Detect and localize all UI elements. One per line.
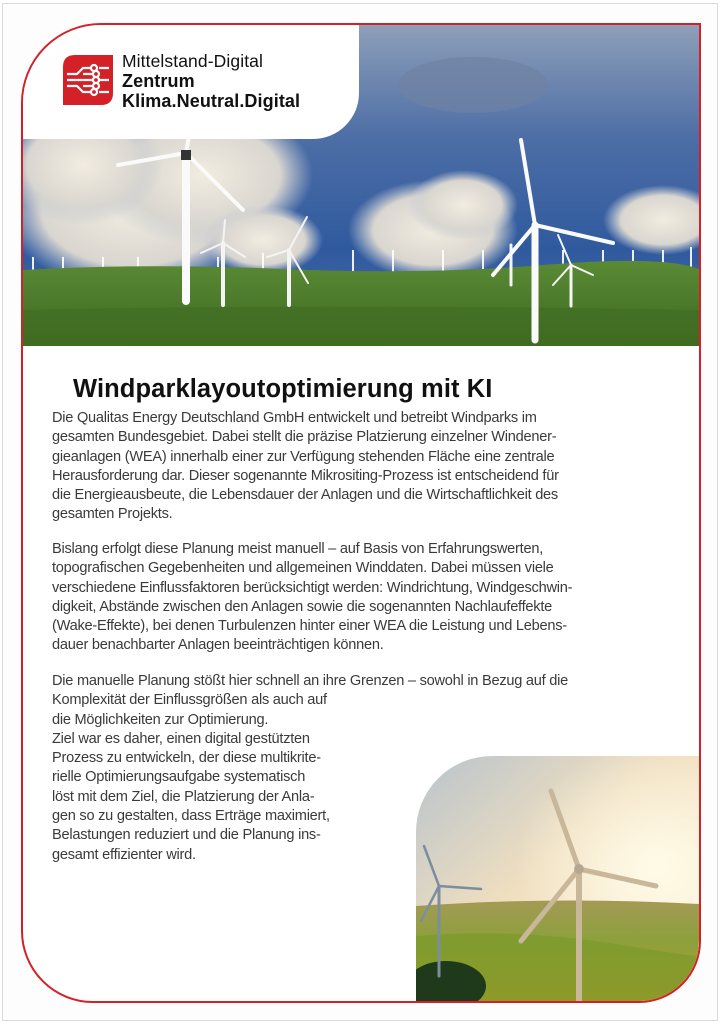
text-line: löst mit dem Ziel, die Platzierung der Anla- xyxy=(52,788,315,805)
logo-area xyxy=(23,25,359,139)
logo-line-3: Klima.Neutral.Digital xyxy=(122,91,301,111)
hero-image xyxy=(23,25,699,346)
text-line: gesamten Bundesgebiet. Dabei stellt die präzise Platzierung einzelner Windener- xyxy=(52,429,557,446)
text-line: digkeit, Abstände zwischen den Anlagen sowie die sogenannten Nachlaufeffekte xyxy=(52,598,552,615)
text-line: Ziel war es daher, einen digital gestützten xyxy=(52,730,310,747)
circuit-board-icon xyxy=(63,55,113,105)
text-line: gesamt effizienter wird. xyxy=(52,846,196,863)
text-line: rielle Optimierungsaufgabe systematisch xyxy=(52,769,306,786)
text-line: Herausforderung dar. Dieser sogenannte Mikrositing-Prozess ist entscheidend für xyxy=(52,467,559,484)
logo-wordmark xyxy=(122,51,300,111)
text-line: Die manuelle Planung stößt hier schnell an ihre Grenzen – sowohl in Bezug auf die xyxy=(52,673,568,689)
text-line: (Wake-Effekte), bei denen Turbulenzen hinter einer WEA die Leistung und Lebens- xyxy=(52,618,567,635)
text-line: Belastungen reduziert und die Planung ins- xyxy=(52,827,321,844)
text-line: die Möglichkeiten zur Optimierung. xyxy=(52,711,269,728)
logo-line-1: Mittelstand-Digital xyxy=(122,51,263,71)
text-line: gen so zu gestalten, dass Erträge maximiert, xyxy=(52,808,330,825)
paragraph-3 xyxy=(52,672,642,865)
text-line: Prozess zu entwickeln, der diese multikrite- xyxy=(52,750,321,767)
text-line: Bislang erfolgt diese Planung meist manuell – auf Basis von Erfahrungswerten, xyxy=(52,541,544,557)
paragraph-1 xyxy=(52,409,642,525)
text-line: topografischen Gegebenheiten und allgemeinen Winddaten. Dabei müssen viele xyxy=(52,560,554,577)
text-line: dauer benachbarter Anlagen beeinträchtigen können. xyxy=(52,637,384,654)
logo-line-2: Zentrum xyxy=(122,71,195,91)
paragraph-2 xyxy=(52,540,642,656)
text-line: verschiedene Einflussfaktoren berücksichtigt werden: Windrichtung, Windgeschwin- xyxy=(52,579,573,596)
text-line: Komplexität der Einflussgrößen als auch auf xyxy=(52,692,327,709)
text-line: gieanlagen (WEA) innerhalb einer zur Verfügung stehenden Fläche eine zentrale xyxy=(52,448,555,465)
article-title: Windparklayoutoptimierung mit KI xyxy=(73,375,493,403)
text-line: Die Qualitas Energy Deutschland GmbH entwickelt und betreibt Windparks im xyxy=(52,410,537,426)
text-line: gesamten Projekts. xyxy=(52,506,173,523)
text-line: die Energieausbeute, die Lebensdauer der Anlagen und die Wirtschaftlichkeit des xyxy=(52,487,558,504)
